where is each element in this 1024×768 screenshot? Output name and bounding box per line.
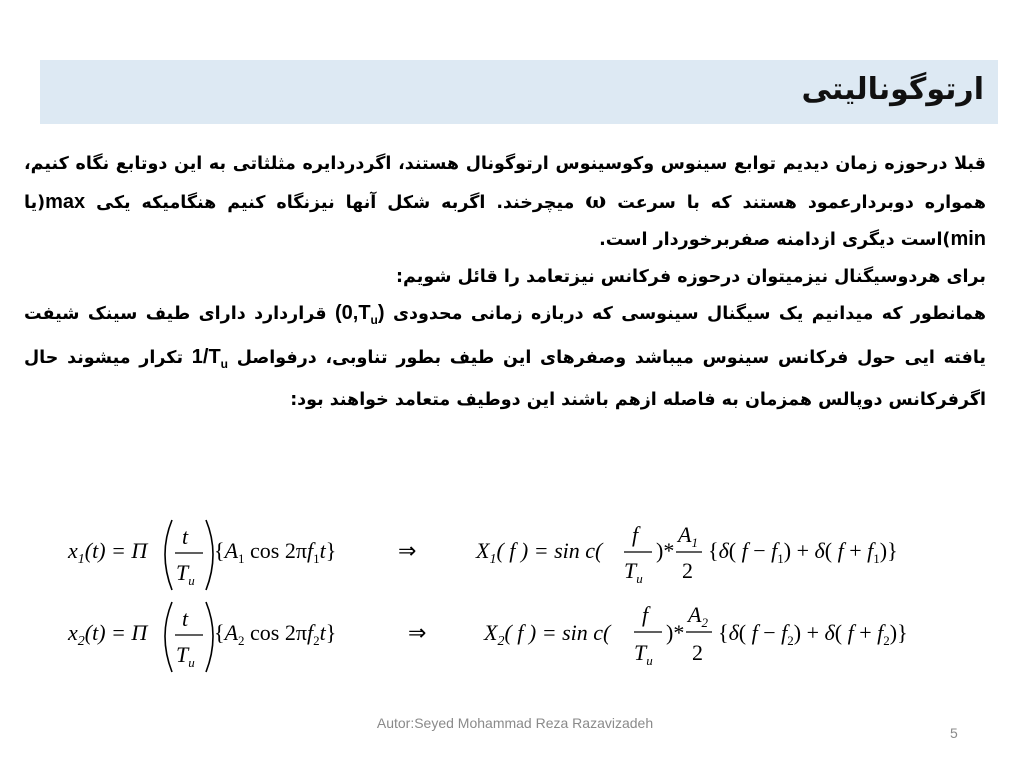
equation-2	[67, 602, 908, 672]
equations	[62, 508, 982, 678]
spacing-text: 1/T	[191, 345, 221, 368]
spacing-sub: u	[220, 356, 229, 371]
paragraph-1-part-1: قبلا درحوزه زمان دیدیم توابع سینوس وکوسینوس ارتوگونال هستند، اگردردایره مثلثاتی به این دوتابع نگاه کنیم، همواره دوبردارعمود هستند که با سرعت	[24, 154, 987, 213]
paragraph-1-part-4: )است دیگری ازدامنه صفربرخوردار است.	[599, 230, 951, 250]
interval-label: $(0,T_u)$	[334, 302, 385, 327]
svg-text:t: t	[182, 606, 189, 631]
svg-text:2: 2	[682, 558, 693, 583]
svg-text:Tu: $T_u$	[624, 558, 643, 586]
svg-text:A2: $A_2$	[688, 602, 708, 630]
paragraph-3-part-2: قراردارد دارای طیف سینک شیفت یافته ایی حول فرکانس سینوس میباشد وصفرهای این طیف بطور تناوبی، درفواصل	[24, 304, 986, 368]
eq1-brace-expr: {$A_1$ $\cos 2\pi f_1t$}	[214, 538, 337, 566]
footer-author: Autor:Seyed Mohammad Reza Razavizadeh	[376, 715, 654, 731]
eq2-brace-expr: {$A_2$ $\cos 2\pi f_2t$}	[214, 620, 337, 648]
svg-text:)*: )*	[666, 620, 685, 645]
eq1-Tu: $T_u$	[176, 560, 195, 588]
interval-sub: u	[370, 313, 378, 327]
equation-1	[67, 520, 898, 590]
eq2-rhs: $X_2$( f ) = sin c(	[484, 620, 611, 649]
svg-text:Tu: $T_u$	[176, 642, 195, 670]
max-label: max	[45, 190, 86, 213]
title-bar	[40, 60, 998, 124]
svg-text:2: 2	[692, 640, 703, 665]
paragraph-2: برای هردوسیگنال نیزمیتوان درحوزه فرکانس نیزتعامد را قائل شویم:	[396, 266, 986, 287]
svg-text:f: f	[632, 522, 639, 547]
svg-text:A1: $A_1$	[678, 522, 698, 550]
eq1-implies: ⇒	[398, 538, 417, 563]
slide-body	[24, 146, 986, 419]
eq1-lhs: $x_1(t) = \Pi$	[68, 538, 148, 567]
min-label: min	[950, 228, 986, 250]
eq2-delta-expr: {δ( $f - f_2) + \delta$( $f + f_2$)}	[718, 620, 908, 648]
eq1-t: t	[182, 524, 189, 549]
paragraph-1-part-2: میچرخند. اگربه شکل آنها نیزنگاه کنیم هنگامیکه یکی	[96, 192, 575, 213]
eq2-lhs: $x_2(t) = \Pi$	[68, 620, 148, 649]
paragraph-1	[24, 146, 986, 259]
interval-text: (0,T	[334, 302, 371, 324]
eq2-implies: ⇒	[408, 620, 427, 645]
paragraph-1-part-3: (یا	[24, 192, 46, 213]
slide-title: ارتوگونالیتی	[801, 72, 984, 107]
omega-symbol: ω	[585, 187, 607, 214]
paragraph-3-part-1: همانطور که میدانیم یک سیگنال سینوسی که دربازه زمانی محدودی	[392, 304, 987, 324]
spacing-label	[191, 345, 229, 371]
paragraph-3-part-3: تکرار میشوند حال اگرفرکانس دوپالس همزمان به فاصله ازهم باشند این دوطیف متعامد خواهند بود:	[24, 347, 986, 410]
eq1-delta-expr: {δ( $f - f_1) + \delta$( $f + f_1$)}	[708, 538, 898, 566]
svg-text:Tu: $T_u$	[634, 640, 653, 668]
svg-text:)*: )*	[656, 538, 675, 563]
eq1-rhs: $X_1$( f ) = sin c(	[476, 538, 603, 567]
page-number: 5	[950, 725, 958, 741]
svg-text:f: f	[642, 602, 649, 627]
paragraph-3	[24, 295, 986, 419]
